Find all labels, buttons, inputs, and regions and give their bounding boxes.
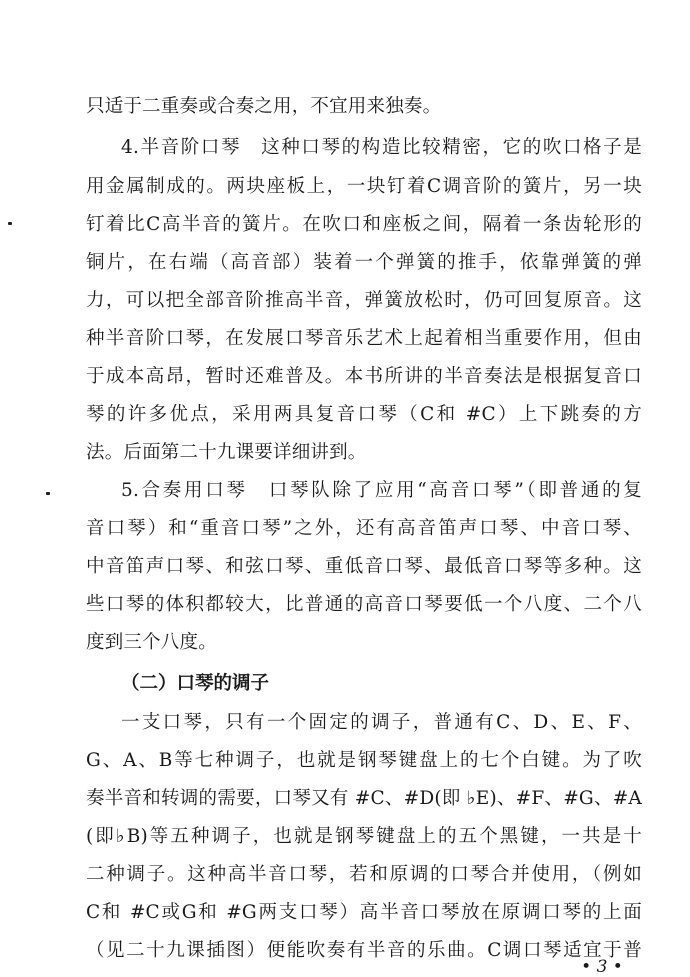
text-line: 钉着比C高半音的簧片。在吹口和座板之间，隔着一条齿轮形的 [86, 214, 642, 235]
text-line: 音口琴）和“重音口琴”之外，还有高音笛声口琴、中音口琴、 [86, 518, 642, 539]
scan-speck [8, 222, 12, 225]
text-line: 于成本高昂，暂时还难普及。本书所讲的半音奏法是根据复音口 [86, 366, 642, 387]
text-line: 种半音阶口琴，在发展口琴音乐艺术上起着相当重要作用，但由 [86, 328, 642, 349]
text-line: 些口琴的体积都较大，比普通的高音口琴要低一个八度、二个八 [86, 594, 642, 615]
text-line: 铜片，在右端（高音部）装着一个弹簧的推手，依靠弹簧的弹 [86, 252, 642, 273]
text-line: 奏半音和转调的需要，口琴又有 #C、#D(即 ♭E)、#F、#G、#A [86, 788, 642, 809]
text-line: (即♭B)等五种调子，也就是钢琴键盘上的五个黑键，一共是十 [86, 826, 642, 847]
text-line: G、A、B等七种调子，也就是钢琴键盘上的七个白键。为了吹 [86, 750, 642, 771]
page-number: • 3 • [581, 957, 623, 977]
text-line: 力，可以把全部音阶推高半音，弹簧放松时，仍可回复原音。这 [86, 290, 642, 311]
text-line: 用金属制成的。两块座板上，一块钉着C调音阶的簧片，另一块 [86, 176, 642, 197]
section-4-first-line: 4.半音阶口琴 这种口琴的构造比较精密，它的吹口格子是 [121, 137, 642, 158]
paragraph-first-line: 一支口琴，只有一个固定的调子，普通有C、D、E、F、 [121, 712, 642, 733]
text-line: 度到三个八度。 [86, 632, 217, 653]
text-line: （见二十九课插图）便能吹奏有半音的乐曲。C调口琴适宜于普 [86, 940, 642, 961]
section-5-first-line: 5.合奏用口琴 口琴队除了应用“高音口琴”（即普通的复 [121, 480, 642, 501]
text-line: C和 #C或G和 #G两支口琴）高半音口琴放在原调口琴的上面 [86, 902, 642, 923]
text-line-continuation: 只适于二重奏或合奏之用，不宜用来独奏。 [86, 96, 442, 117]
text-line: 中音笛声口琴、和弦口琴、重低音口琴、最低音口琴等多种。这 [86, 556, 642, 577]
scan-speck [46, 492, 50, 495]
text-line: 琴的许多优点，采用两具复音口琴（C和 #C）上下跳奏的方 [86, 404, 642, 425]
text-line: 法。后面第二十九课要详细讲到。 [86, 442, 367, 463]
text-line: 二种调子。这种高半音口琴，若和原调的口琴合并使用，（例如 [86, 864, 642, 885]
section-heading: （二）口琴的调子 [121, 673, 270, 694]
